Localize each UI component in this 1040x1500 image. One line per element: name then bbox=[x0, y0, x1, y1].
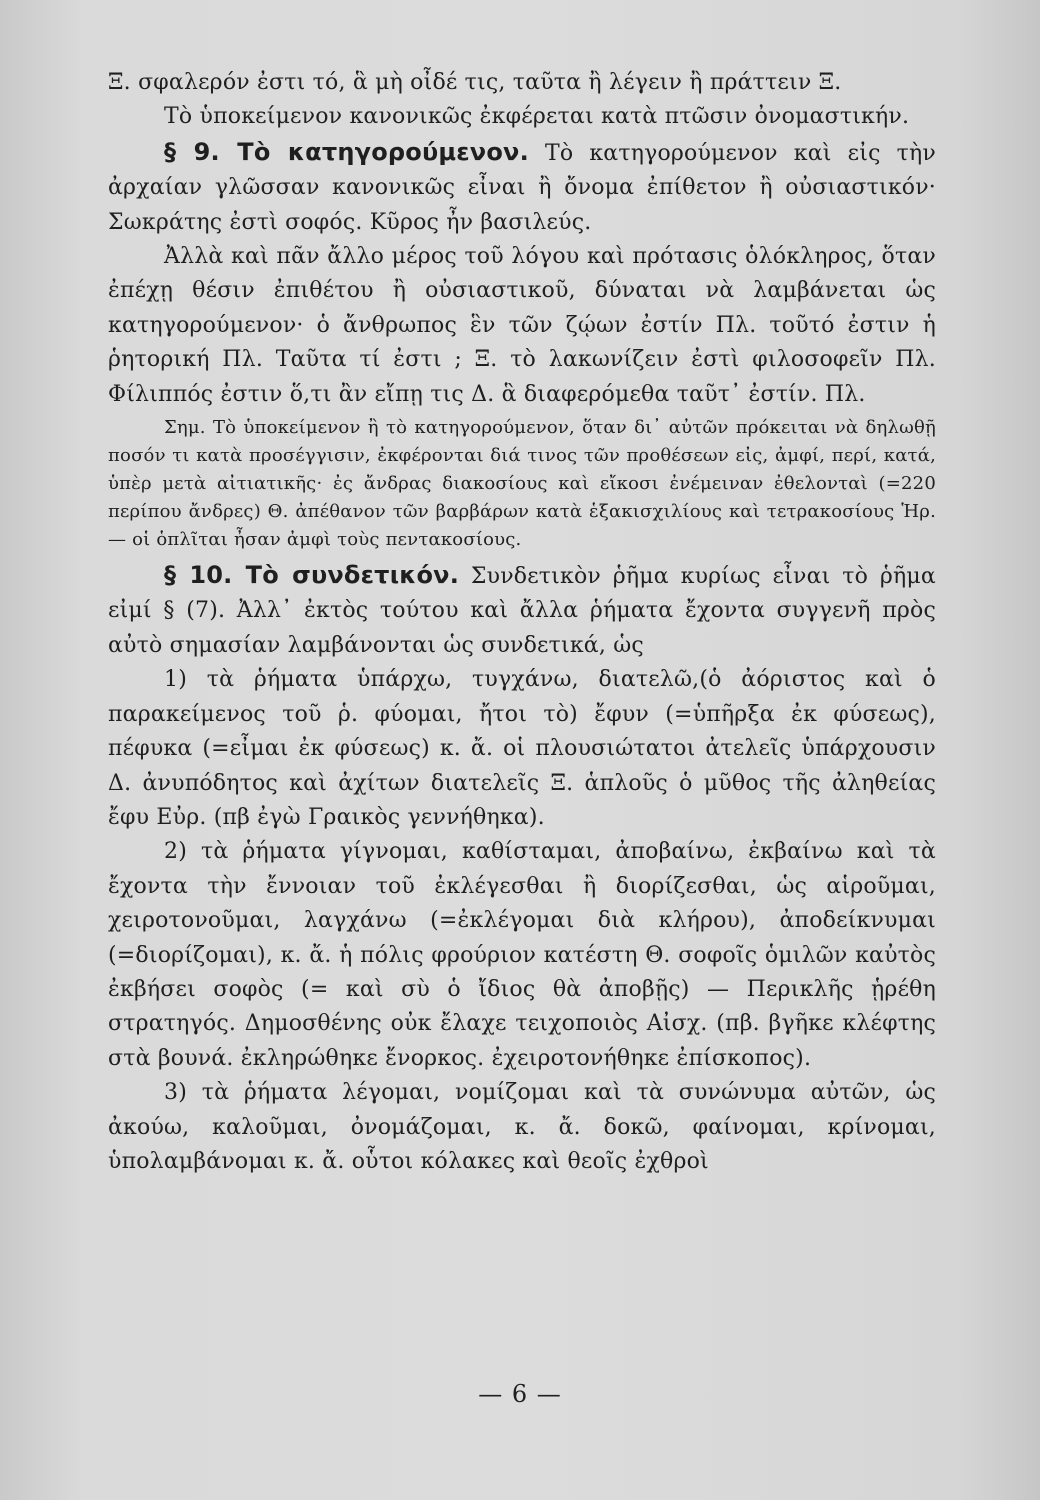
list-item-3: 3) τὰ ῥήματα λέγομαι, νομίζομαι καὶ τὰ συνώνυμα αὐτῶν, ὡς ἀκούω, καλοῦμαι, ὀνομάζομαι, κ. ἄ. δοκῶ, φαίνομαι, κρίνομαι, ὑπολαμβάνομαι κ. ἄ. οὗτοι κόλακες καὶ θεοῖς ἐχθροὶ bbox=[108, 1080, 936, 1174]
paragraph-xenophon-quote: Ξ. σφαλερόν ἐστι τό, ἃ μὴ οἶδέ τις, ταῦτα ἢ λέγειν ἢ πράττειν Ξ. bbox=[108, 70, 842, 95]
list-item-1: 1) τὰ ῥήματα ὑπάρχω, τυγχάνω, διατελῶ,(ὁ ἀόριστος καὶ ὁ παρακείμενος τοῦ ῥ. φύομαι, ἤτοι τὸ) ἔφυν (=ὑπῆρξα ἐκ φύσεως), πέφυκα (=εἶμαι ἐκ φύσεως) κ. ἄ. οἱ πλουσιώτατοι ἀτελεῖς ὑπάρχουσιν Δ. ἀνυπόδητος καὶ ἀχίτων διατελεῖς Ξ. ἁπλοῦς ὁ μῦθος τῆς ἀληθείας ἔφυ Εὐρ. (πβ ἐγὼ Γραικὸς γεννήθηκα). bbox=[108, 667, 936, 830]
paragraph-predicate-parts: Ἀλλὰ καὶ πᾶν ἄλλο μέρος τοῦ λόγου καὶ πρότασις ὁλόκληρος, ὅταν ἐπέχῃ θέσιν ἐπιθέτου ἢ οὐσιαστικοῦ, δύναται νὰ λαμβάνεται ὡς κατηγορούμενον· ὁ ἄνθρωπος ἓν τῶν ζῴων ἐστίν Πλ. τοῦτό ἐστιν ἡ ῥητορική Πλ. Ταῦτα τί ἐστι ; Ξ. τὸ λακωνίζειν ἐστὶ φιλοσοφεῖν Πλ. Φίλιππός ἐστιν ὅ,τι ἂν εἴπῃ τις Δ. ἃ διαφερόμεθα ταῦτ᾽ ἐστίν. Πλ. bbox=[108, 244, 936, 407]
list-item-2: 2) τὰ ῥήματα γίγνομαι, καθίσταμαι, ἀποβαίνω, ἐκβαίνω καὶ τὰ ἔχοντα τὴν ἔννοιαν τοῦ ἐκλέγεσθαι ἢ διορίζεσθαι, ὡς αἱροῦμαι, χειροτονοῦμαι, λαγχάνω (=ἐκλέγομαι διὰ κλήρου), ἀποδείκνυμαι (=διορίζομαι), κ. ἄ. ἡ πόλις φρούριον κατέστη Θ. σοφοῖς ὁμιλῶν καὐτὸς ἐκβήσει σοφὸς (= καὶ σὺ ὁ ἴδιος θὰ ἀποβῇς) — Περικλῆς ᾑρέθη στρατηγός. Δημοσθένης οὐκ ἔλαχε τειχοποιὸς Αἰσχ. (πβ. βγῆκε κλέφτης στὰ βουνά. ἐκληρώθηκε ἔνορκος. ἐχειροτονήθηκε ἐπίσκοπος). bbox=[108, 839, 936, 1071]
paragraph-subject-case: Τὸ ὑποκείμενον κανονικῶς ἐκφέρεται κατὰ πτῶσιν ὀνομαστικήν. bbox=[164, 104, 910, 130]
page-number: — 6 — bbox=[478, 1380, 562, 1408]
section-9-text: Τὸ κατηγορούμενον καὶ εἰς τὴν ἀρχαίαν γλῶσσαν κανονικῶς εἶναι ἢ ὄνομα ἐπίθετον ἢ οὐσιαστικόν· Σωκράτης ἐστὶ σοφός. Κῦρος ἦν βασιλεύς. bbox=[108, 140, 936, 235]
note-paragraph: Σημ. Τὸ ὑποκείμενον ἢ τὸ κατηγορούμενον, ὅταν δι᾽ αὐτῶν πρόκειται νὰ δηλωθῇ ποσόν τι κατὰ προσέγγισιν, ἐκφέρονται διά τινος τῶν προθέσεων εἰς, ἀμφί, περί, κατά, ὑπὲρ μετὰ αἰτιατικῆς· ἐς ἄνδρας διακοσίους καὶ εἴκοσι ἐνέμειναν ἐθελονταὶ (=220 περίπου ἄνδρες) Θ. ἀπέθανον τῶν βαρβάρων κατὰ ἑξακισχιλίους καὶ τετρακοσίους Ἡρ. — οἱ ὁπλῖται ἦσαν ἀμφὶ τοὺς πεντακοσίους. bbox=[108, 417, 936, 551]
section-9-heading: § 9. Τὸ κατηγορούμενον. bbox=[164, 137, 529, 166]
section-10-text: Συνδετικὸν ῥῆμα κυρίως εἶναι τὸ ῥῆμα εἰμί § (7). Ἀλλ᾽ ἐκτὸς τούτου καὶ ἄλλα ῥήματα ἔχοντα συγγενῆ πρὸς αὐτὸ σημασίαν λαμβάνονται ὡς συνδετικά, ὡς bbox=[108, 564, 936, 658]
section-9 bbox=[108, 135, 936, 240]
page-body bbox=[108, 66, 936, 1179]
section-10-heading: § 10. Τὸ συνδετικόν. bbox=[164, 561, 460, 590]
section-10 bbox=[108, 558, 936, 663]
